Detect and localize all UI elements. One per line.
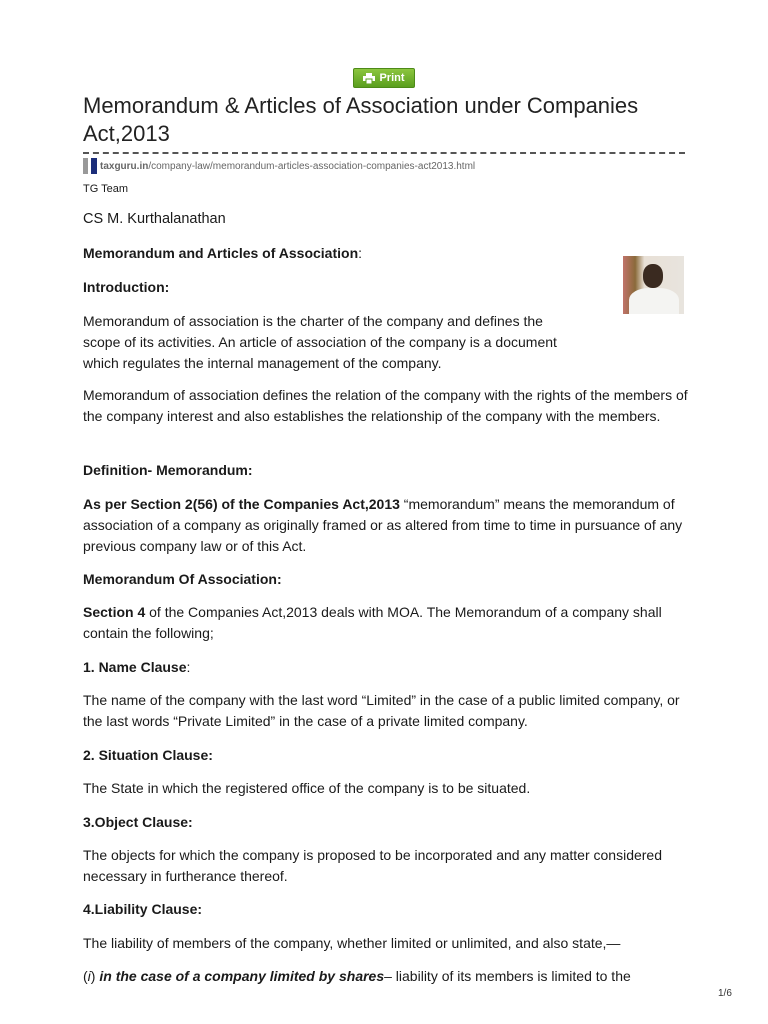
clause1-heading: 1. Name Clause: bbox=[83, 659, 191, 675]
clause2-text: The State in which the registered office of the company is to be situated. bbox=[83, 780, 531, 796]
divider bbox=[83, 152, 685, 154]
clause4-heading: 4.Liability Clause: bbox=[83, 901, 203, 917]
author: TG Team bbox=[83, 183, 129, 195]
clause2-heading: 2. Situation Clause: bbox=[83, 747, 213, 763]
byline: CS M. Kurthalanathan bbox=[83, 211, 226, 227]
definition-heading: Definition- Memorandum: bbox=[83, 462, 253, 478]
moa-heading: Memorandum Of Association: bbox=[83, 571, 282, 587]
intro-heading: Introduction: bbox=[83, 279, 170, 295]
definition-paragraph: As per Section 2(56) of the Companies Act,2013 “memorandum” means the memorandum of association of a company as originally framed or as altered from time to time in pursuance of any previous company law or of this Act. bbox=[83, 496, 683, 554]
print-label: Print bbox=[379, 72, 405, 84]
intro-paragraph-1: Memorandum of association is the charter of the company and defines the scope of its activities. An article of association of the company is a document which regulates the internal management of the company. bbox=[83, 313, 557, 371]
source-path: /company-law/memorandum-articles-association-companies-act2013.html bbox=[148, 160, 476, 172]
clause4-text: The liability of members of the company, whether limited or unlimited, and also state,— bbox=[83, 935, 621, 951]
clause1-text: The name of the company with the last word “Limited” in the case of a public limited company, or the last words “Private Limited” in the case of a private limited company. bbox=[83, 692, 680, 729]
page-indicator: 1/6 bbox=[718, 988, 732, 999]
print-button[interactable] bbox=[353, 68, 415, 88]
source-domain: taxguru.in bbox=[100, 160, 149, 172]
printer-icon bbox=[363, 73, 375, 84]
heading-main: Memorandum and Articles of Association: bbox=[83, 245, 363, 261]
section4-paragraph: Section 4 of the Companies Act,2013 deals with MOA. The Memorandum of a company shall contain the following; bbox=[83, 604, 662, 641]
source-logo-icon-accent bbox=[91, 158, 97, 174]
page-title: Memorandum & Articles of Association under Companies Act,2013 bbox=[83, 93, 639, 146]
source-link[interactable] bbox=[83, 158, 475, 174]
clause3-heading: 3.Object Clause: bbox=[83, 814, 193, 830]
clause4-item-i: (i) in the case of a company limited by shares– liability of its members is limited to the bbox=[83, 968, 631, 984]
clause3-text: The objects for which the company is proposed to be incorporated and any matter considered necessary in furtherance thereof. bbox=[83, 847, 662, 884]
intro-paragraph-2: Memorandum of association defines the relation of the company with the rights of the members of the company interest and also establishes the relationship of the company with the members. bbox=[83, 387, 688, 424]
source-logo-icon bbox=[83, 158, 88, 174]
